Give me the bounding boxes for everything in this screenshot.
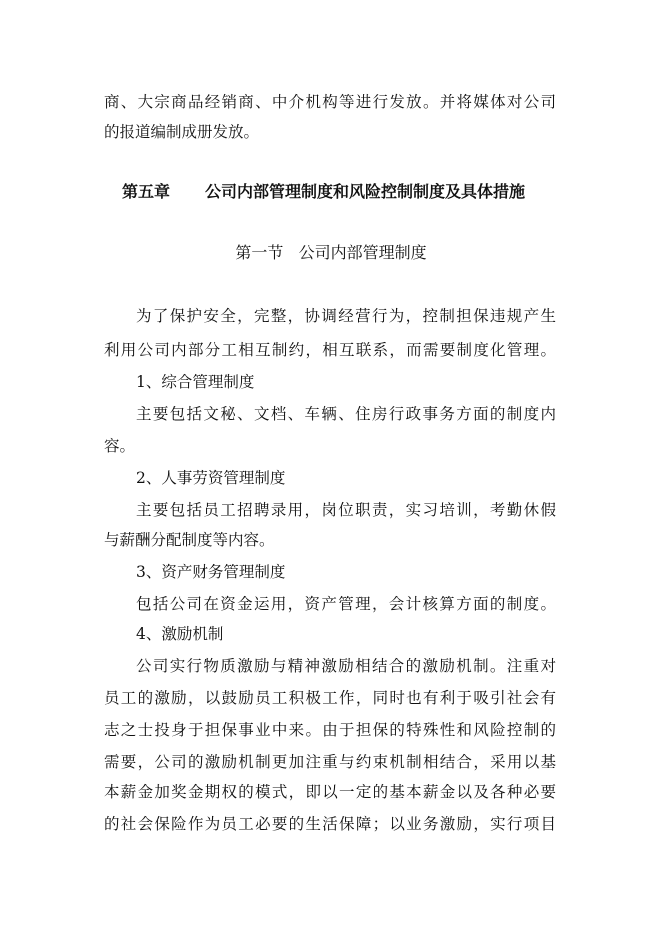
item-title: 2、人事劳资管理制度 — [136, 469, 286, 487]
item-body-line: 公司实行物质激励与精神激励相结合的激励机制。注重对 — [136, 657, 556, 675]
item-body-line: 的社会保险作为员工必要的生活保障；以业务激励，实行项目 — [104, 815, 556, 833]
item-body-line: 包括公司在资金运用，资产管理，会计核算方面的制度。 — [136, 595, 556, 613]
item-body-line: 容。 — [104, 437, 136, 455]
item-body-line: 与薪酬分配制度等内容。 — [104, 531, 275, 549]
body-line: 商、大宗商品经销商、中介机构等进行发放。并将媒体对公司 — [104, 93, 556, 111]
intro-line: 为了保护安全，完整，协调经营行为，控制担保违规产生 — [136, 307, 556, 325]
item-title: 3、资产财务管理制度 — [136, 563, 286, 581]
item-body-line: 主要包括员工招聘录用，岗位职责，实习培训，考勤休假 — [136, 501, 556, 519]
item-body-line: 员工的激励，以鼓励员工积极工作，同时也有利于吸引社会有 — [104, 689, 556, 707]
item-title: 1、综合管理制度 — [136, 373, 255, 391]
item-body-line: 本薪金加奖金期权的模式，即以一定的基本薪金以及各种必要 — [104, 783, 556, 801]
section-heading: 第一节 公司内部管理制度 — [235, 243, 427, 262]
chapter-title: 公司内部管理制度和风险控制制度及具体措施 — [205, 182, 526, 201]
item-body-line: 志之士投身于担保事业中来。由于担保的特殊性和风险控制的 — [104, 721, 556, 739]
item-title: 4、激励机制 — [136, 625, 224, 643]
intro-line: 利用公司内部分工相互制约，相互联系，而需要制度化管理。 — [104, 341, 556, 359]
item-body-line: 主要包括文秘、文档、车辆、住房行政事务方面的制度内 — [136, 405, 556, 423]
body-line: 的报道编制成册发放。 — [104, 123, 260, 141]
item-body-line: 需要，公司的激励机制更加注重与约束机制相结合，采用以基 — [104, 753, 556, 771]
chapter-number: 第五章 — [122, 182, 171, 201]
